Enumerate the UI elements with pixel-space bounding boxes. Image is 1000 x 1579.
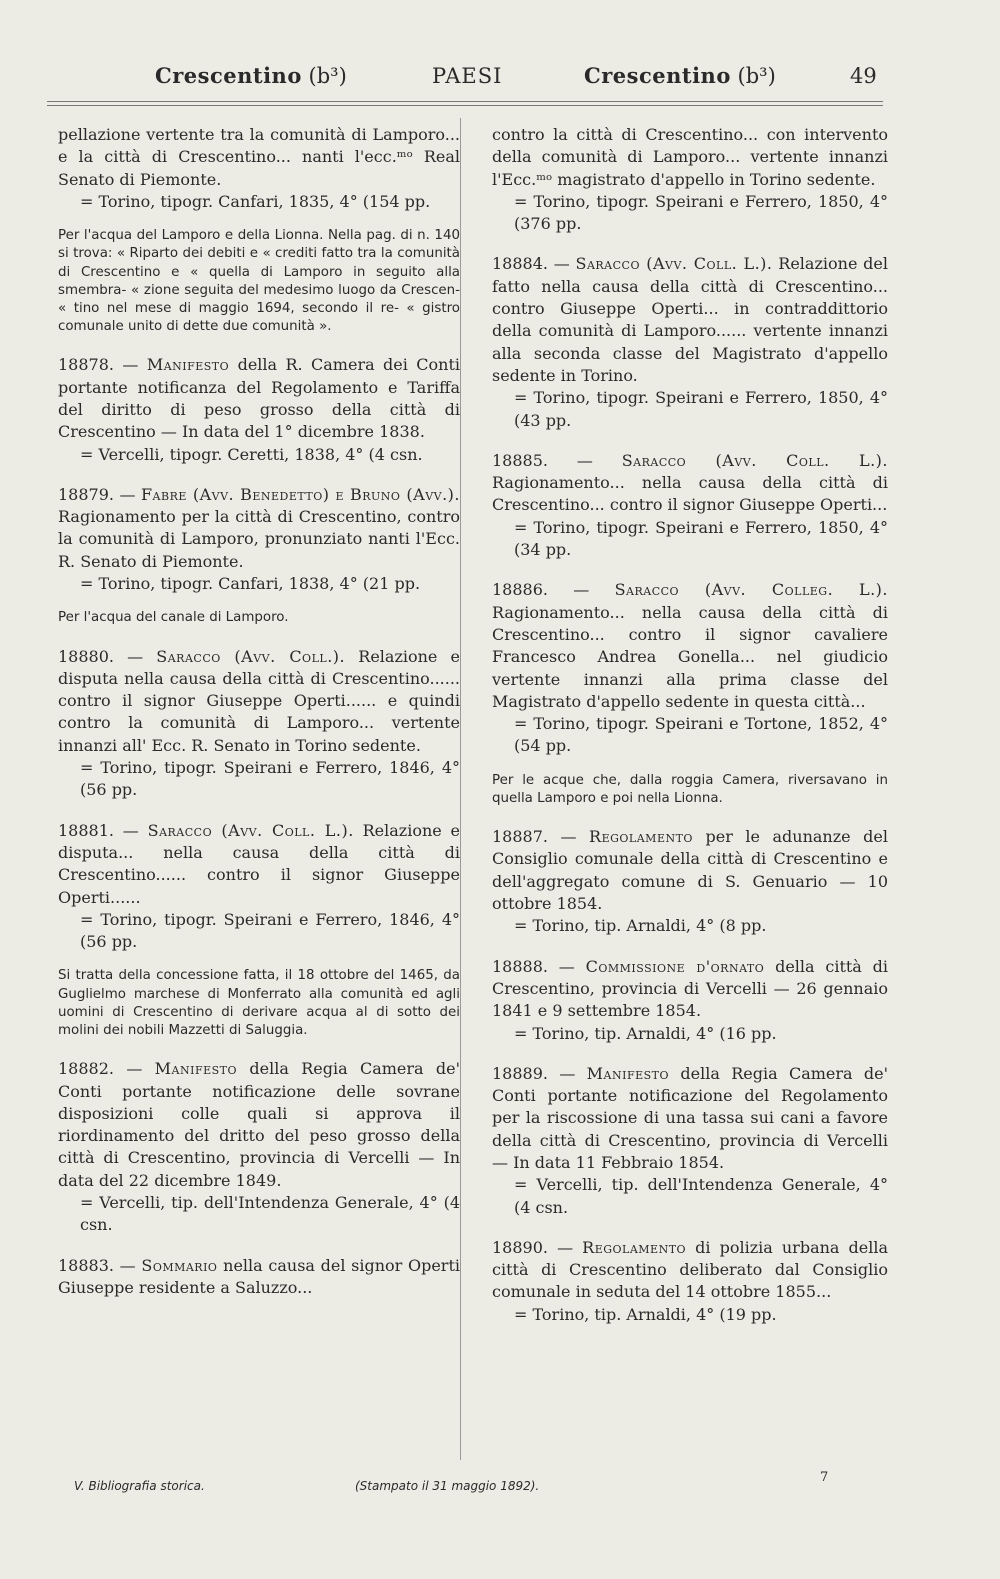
entry-18888: 18888. — Commissione d'ornato della città di Crescentino, provincia di Vercelli — 26 gennaio 1841 e 9 settembre 1854. = Torino, tip. Arnaldi, 4° (16 pp.: [492, 956, 888, 1043]
entry-18882: 18882. — Manifesto della Regia Camera de' Conti portante notificazione delle sovrane disposizioni colle quali si approva il riordinamento del dritto del peso grosso della città di Crescentino, provincia di Vercelli — In data del 22 dicembre 1849. = Vercelli, tip. dell'Intendenza Generale, 4° (4 csn.: [58, 1059, 461, 1235]
entry-text: pellazione vertente tra la comunità di Lamporo... e la città di Crescentino... nanti l'ecc.ᵐᵒ Real Senato di Piemonte. = Torino, tipogr. Canfari, 1835, 4° (154 pp.: [58, 125, 460, 211]
entry-note: Si tratta della concessione fatta, il 18 ottobre del 1465, da Guglielmo marchese di Monferrato alla comunità ed agli uomini di Crescentino di derivare acqua al di sotto dei molini dei nobili Mazzetti di Saluggia.: [58, 968, 460, 1039]
column-divider: [460, 118, 461, 1460]
footer-printed-date: (Stampato il 31 maggio 1892).: [355, 1479, 540, 1493]
entry-18886: 18886. — Saracco (Avv. Colleg. L.). Ragionamento... nella causa della città di Crescentino... contro il signor cavaliere Francesco Andrea Gonella... nel giudicio vertente innanzi alla prima classe del Magistrato d'appello sedente in questa città... = Torino, tipogr. Speirani e Tortone, 1852, 4° (54 pp.: [492, 580, 888, 756]
footer-signature: V. Bibliografia storica.: [74, 1479, 205, 1493]
entry-text: contro la città di Crescentino... con intervento della comunità di Lamporo... vertente innanzi l'Ecc.ᵐᵒ magistrato d'appello in Torino sedente. = Torino, tipogr. Speirani e Ferrero, 1850, 4° (376 pp.: [492, 125, 888, 234]
entry-18890: 18890. — Regolamento di polizia urbana della città di Crescentino deliberato dal Consiglio comunale in seduta del 14 ottobre 1855... = Torino, tip. Arnaldi, 4° (19 pp.: [492, 1237, 889, 1324]
left-column: [58, 124, 460, 1299]
entry-18878: 18878. — Manifesto della R. Camera dei Conti portante notificanza del Regolamento e Tariffa del diritto di peso grosso della città di Crescentino — In data del 1° dicembre 1838. = Vercelli, tipogr. Ceretti, 1838, 4° (4 csn.: [58, 355, 461, 464]
footer-sheet-number: 7: [820, 1470, 829, 1485]
entry-18885: 18885. — Saracco (Avv. Coll. L.). Ragionamento... nella causa della città di Crescentino... contro il signor Giuseppe Operti... = Torino, tipogr. Speirani e Ferrero, 1850, 4° (34 pp.: [492, 450, 888, 560]
entry-18889: 18889. — Manifesto della Regia Camera de' Conti portante notificazione del Regolamento per la riscossione di una tassa sui cani a favore della città di Crescentino, provincia di Vercelli — In data 11 Febbraio 1854. = Vercelli, tip. dell'Intendenza Generale, 4° (4 csn.: [492, 1063, 889, 1217]
entry-18881: 18881. — Saracco (Avv. Coll. L.). Relazione e disputa... nella causa della città di Crescentino...... contro il signor Giuseppe Operti...... = Torino, tipogr. Speirani e Ferrero, 1846, 4° (56 pp.: [58, 820, 460, 952]
header-rule: [47, 105, 883, 106]
entry-18884: 18884. — Saracco (Avv. Coll. L.). Relazione del fatto nella causa della città di Crescentino... contro Giuseppe Operti... in contraddittorio della comunità di Lamporo...... vertente innanzi alla seconda classe del Magistrato d'appello sedente in Torino. = Torino, tipogr. Speirani e Ferrero, 1850, 4° (43 pp.: [492, 254, 888, 430]
entry-18879: 18879. — Fabre (Avv. Benedetto) e Bruno (Avv.). Ragionamento per la città di Crescentino, contro la comunità di Lamporo, pronunziato nanti l'Ecc. R. Senato di Piemonte. = Torino, tipogr. Canfari, 1838, 4° (21 pp.: [58, 484, 461, 594]
header-right: Crescentino (b³): [584, 63, 776, 88]
page-number: 49: [850, 64, 877, 88]
entry-note: Per l'acqua del canale di Lamporo.: [58, 610, 289, 626]
header-center: PAESI: [432, 64, 503, 88]
entry-note: Per l'acqua del Lamporo e della Lionna. Nella pag. di n. 140 si trova: « Riparto dei debiti e « crediti fatto tra la comunità di Crescentino e « quella di Lamporo in seguito alla smembra- « zione seguita del medesimo luogo da Crescen- « tino nel mese di maggio 1694, secondo il re- « gistro comunale unito di dette due comunità ».: [58, 228, 460, 335]
entry-18887: 18887. — Regolamento per le adunanze del Consiglio comunale della città di Crescentino e dell'aggregato comune di S. Genuario — 10 ottobre 1854. = Torino, tip. Arnaldi, 4° (8 pp.: [492, 827, 888, 936]
header-rule: [47, 101, 883, 102]
entry-note: Per le acque che, dalla roggia Camera, riversavano in quella Lamporo e poi nella Lionna.: [492, 772, 888, 806]
right-column: [492, 124, 888, 1326]
entry-18880: 18880. — Saracco (Avv. Coll.). Relazione e disputa nella causa della città di Crescentino...... contro il signor Giuseppe Operti...... e quindi contro la comunità di Lamporo... vertente innanzi all' Ecc. R. Senato in Torino sedente. = Torino, tipogr. Speirani e Ferrero, 1846, 4° (56 pp.: [58, 646, 461, 800]
header-left: Crescentino (b³): [155, 63, 347, 88]
entry-18883: 18883. — Sommario nella causa del signor Operti Giuseppe residente a Saluzzo...: [58, 1255, 461, 1297]
